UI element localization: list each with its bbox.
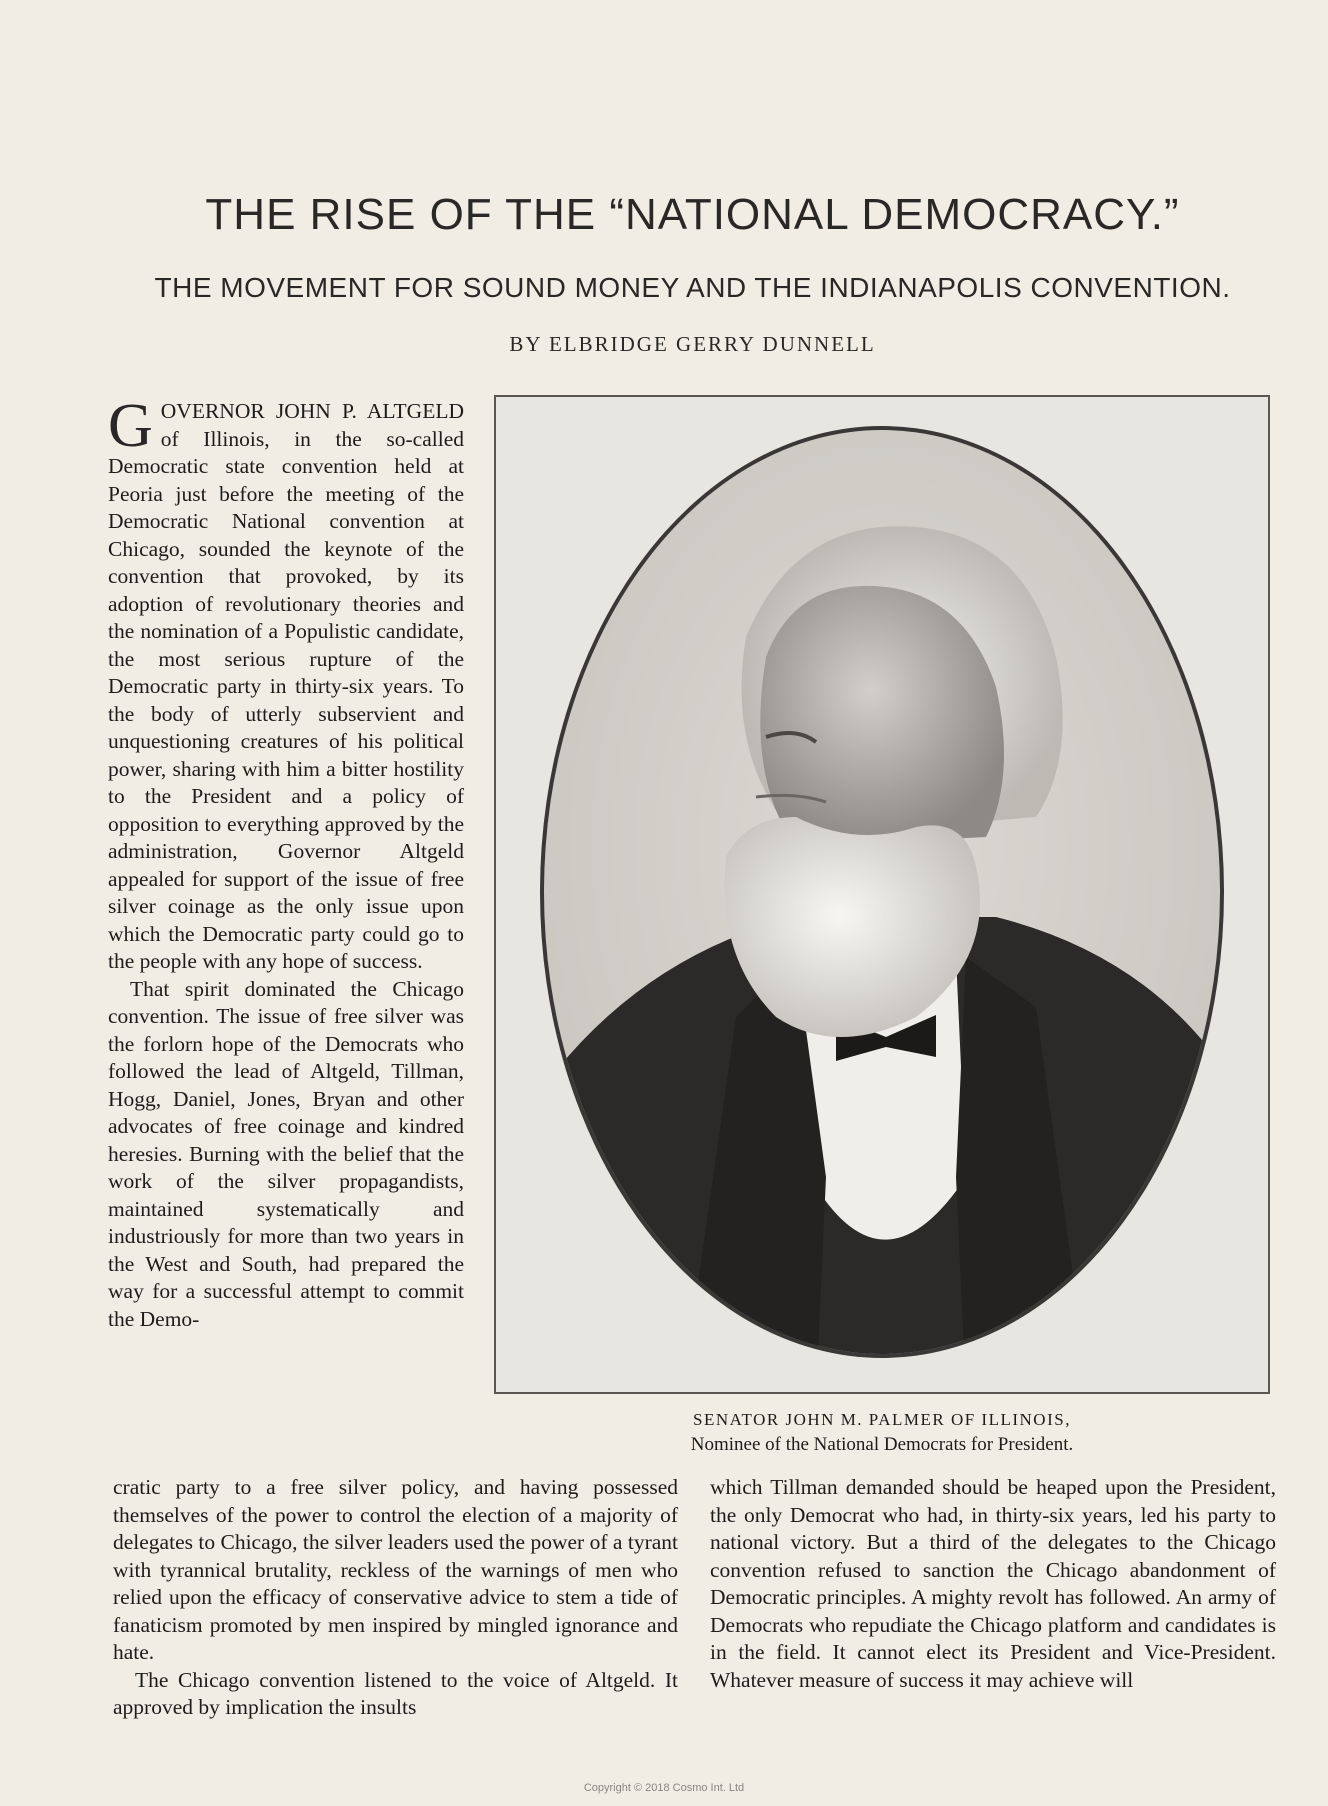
bottom-left-column-text	[113, 1474, 678, 1722]
left-column-text	[108, 392, 464, 1333]
paragraph-5: which Tillman demanded should be heaped upon the President, the only Democrat who had, in thirty-six years, led his party to national victory. But a third of the delegates to the Chicago convention refused to sanction the Chicago abandonment of Democratic principles. A mighty revolt has followed. An army of Democrats who repudiate the Chicago platform and candidates is in the field. It cannot elect its President and Vice-President. Whatever measure of success it may achieve will	[710, 1475, 1276, 1692]
byline: BY ELBRIDGE GERRY DUNNELL	[509, 332, 876, 356]
paragraph-3: cratic party to a free silver policy, and having possessed themselves of the power to control the election of a majority of delegates to Chicago, the silver leaders used the power of a tyrant with tyrannical brutality, reckless of the warnings of men who relied upon the efficacy of conservative advice to stem a tide of fanaticism promoted by men inspired by mingled ignorance and hate.	[113, 1475, 678, 1664]
photo-caption-description: Nominee of the National Democrats for President.	[690, 1434, 1074, 1455]
drop-cap: G	[108, 392, 153, 460]
paragraph-2: That spirit dominated the Chicago convention. The issue of free silver was the forlorn hope of the Democrats who followed the lead of Altgeld, Tillman, Hogg, Daniel, Jones, Bryan and other advocates of free coinage and kindred heresies. Burning with the belief that the work of the silver propagandists, maintained systematically and industriously for more than two years in the West and South, had prepared the way for a successful attempt to commit the Demo-	[108, 976, 464, 1331]
paragraph-1-text: OVERNOR JOHN P. ALTGELD of Illinois, in the so-called Democratic state convention held at Peoria just before the meeting of the Democratic National convention at Chicago, sounded the keynote of the convention that provoked, by its adoption of revolutionary theories and the nomination of a Populistic candidate, the most serious rupture of the Democratic party in thirty-six years. To the body of utterly subservient and unquestioning creatures of his political power, sharing with him a bitter hostility to the President and a policy of opposition to everything approved by the administration, Governor Altgeld appealed for support of the issue of free silver coinage as the only issue upon which the Democratic party could go to the people with any hope of success.	[108, 399, 464, 973]
photo-caption-name: SENATOR JOHN M. PALMER OF ILLINOIS,	[693, 1410, 1071, 1429]
portrait-photo	[494, 395, 1270, 1394]
article-title: THE RISE OF THE “NATIONAL DEMOCRACY.”	[205, 190, 1180, 239]
copyright-watermark: Copyright © 2018 Cosmo Int. Ltd	[583, 1782, 745, 1794]
article-subtitle: THE MOVEMENT FOR SOUND MONEY AND THE INDIANAPOLIS CONVENTION.	[154, 272, 1231, 303]
paragraph-4: The Chicago convention listened to the voice of Altgeld. It approved by implication the insults	[113, 1667, 678, 1719]
paragraph-1	[108, 392, 464, 976]
portrait-image	[496, 397, 1268, 1392]
bottom-right-column-text	[710, 1474, 1276, 1694]
